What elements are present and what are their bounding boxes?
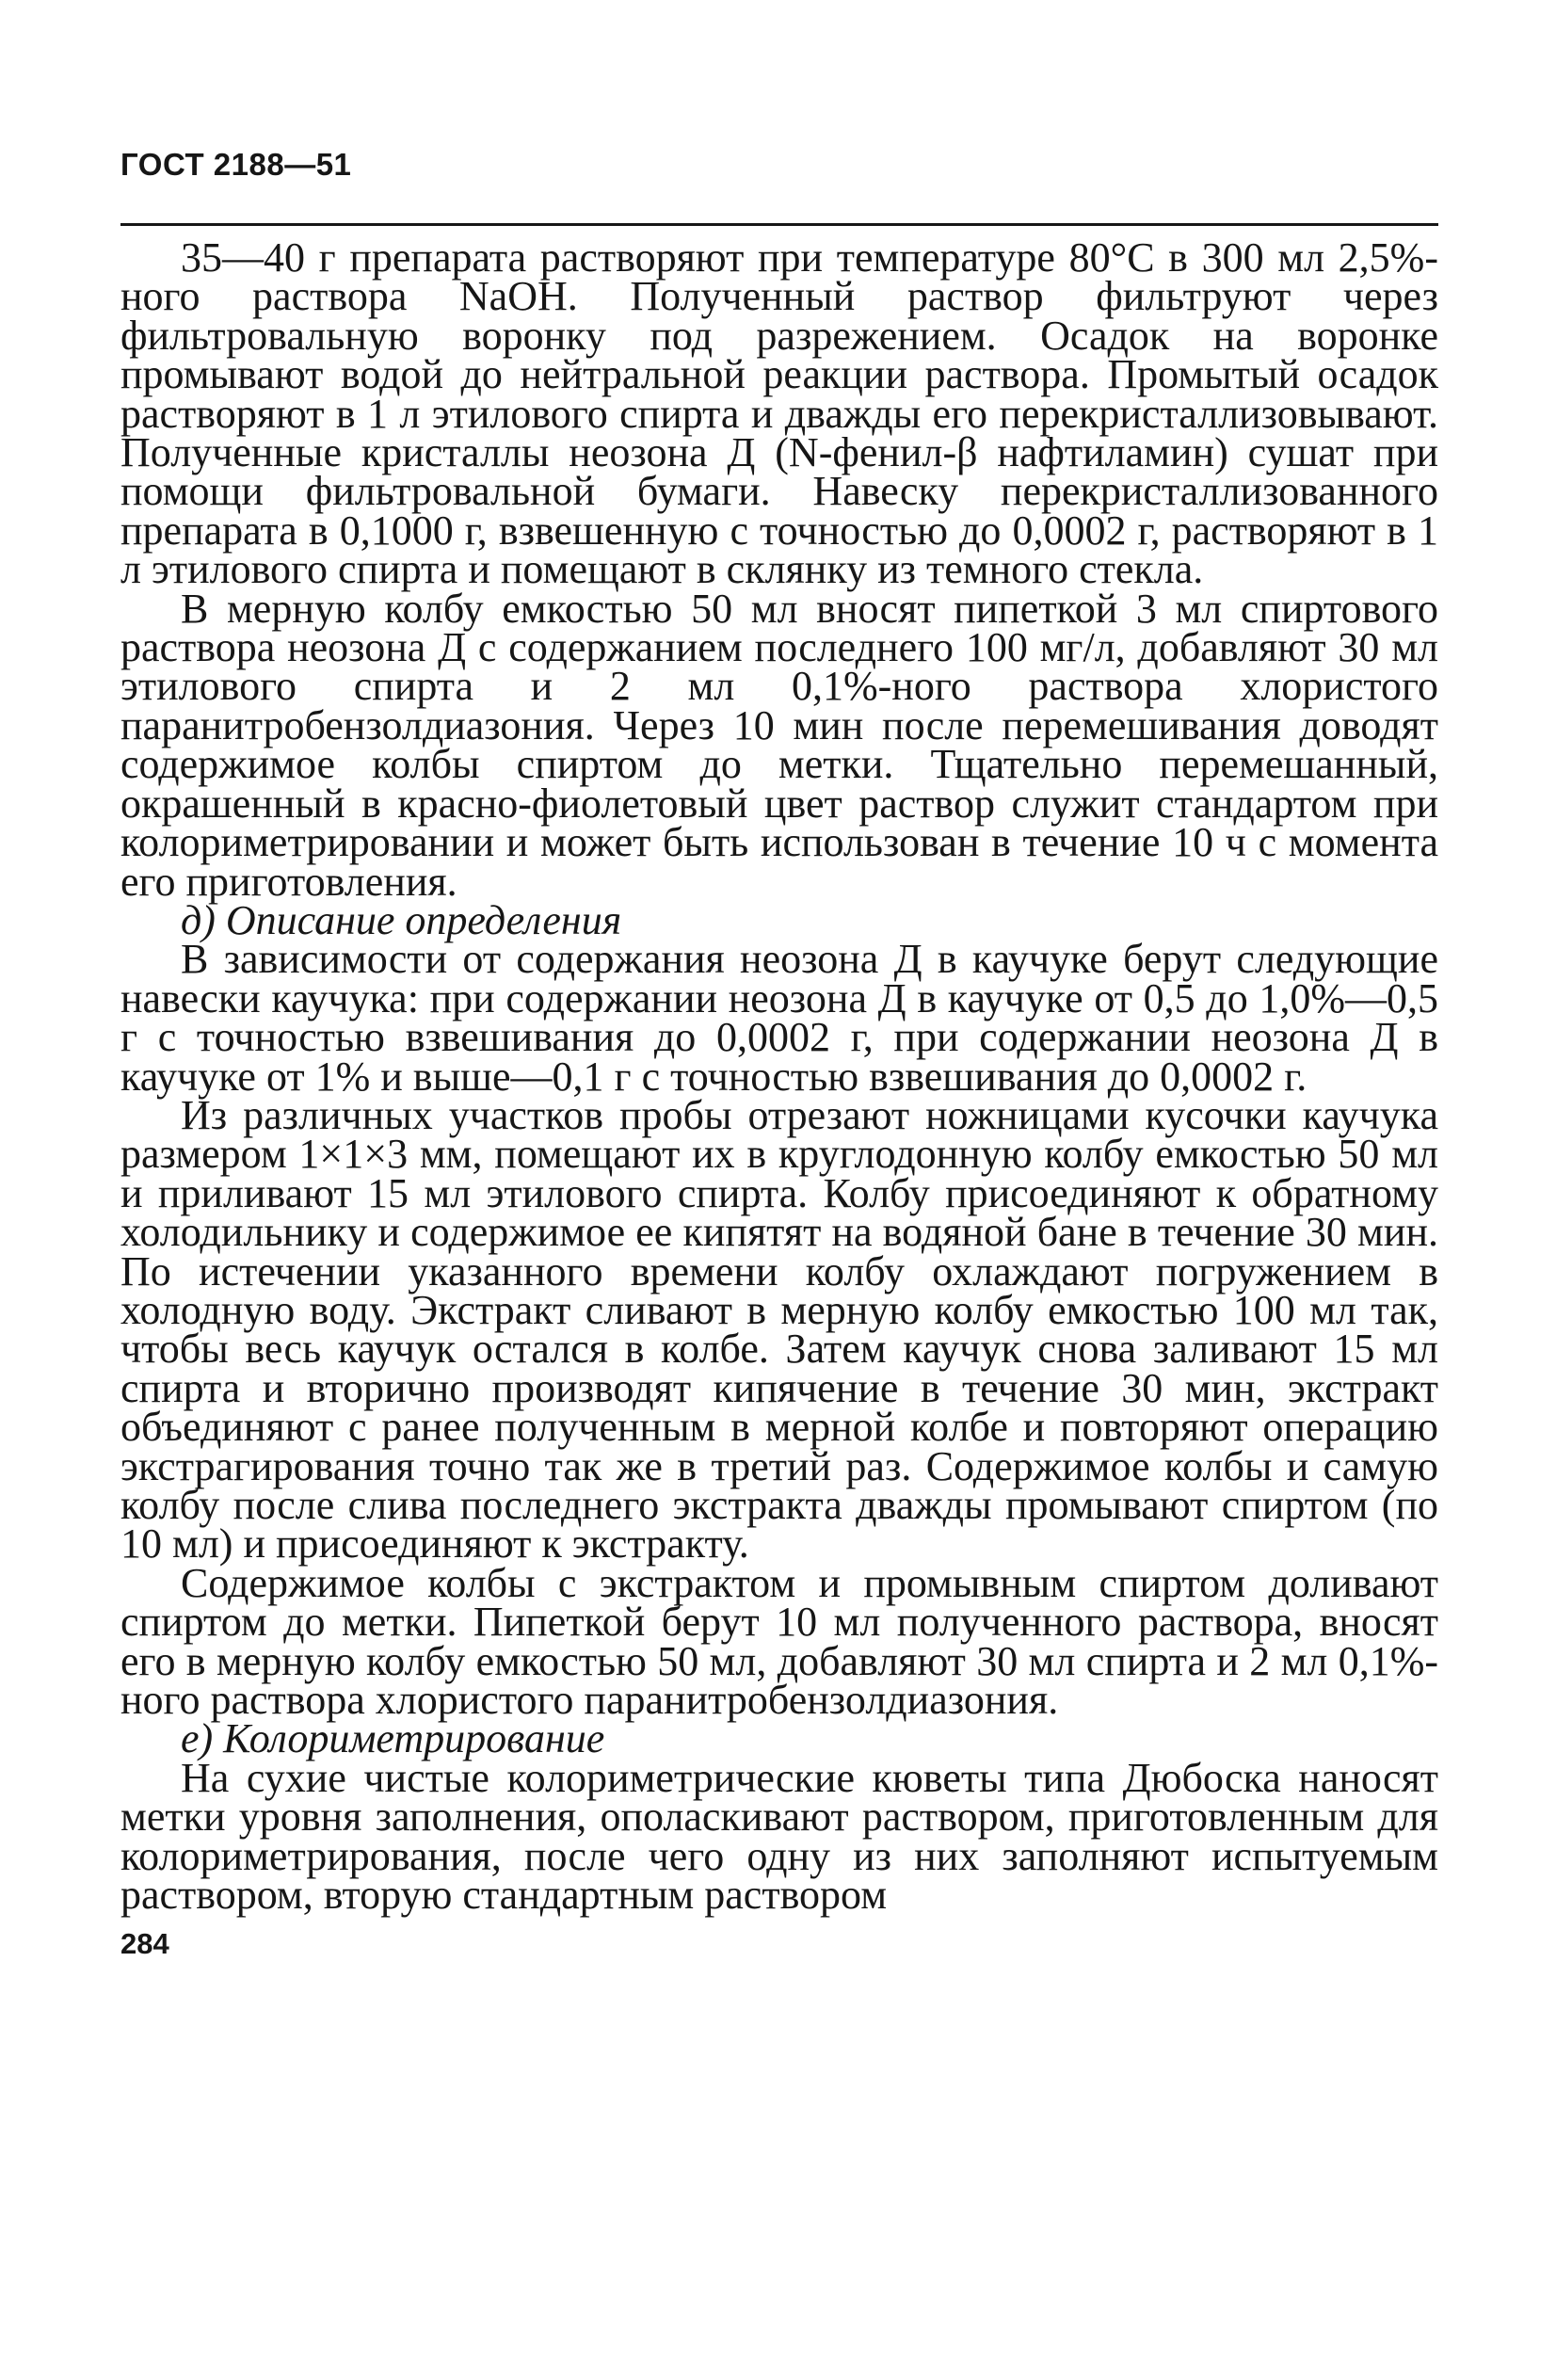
paragraph-standard-solution: В мерную колбу емкостью 50 мл вносят пипеткой 3 мл спиртового раствора неозона Д с содержанием последнего 100 мг/л, добавляют 30 мл этилового спирта и 2 мл 0,1%-ного раствора хлористого паранитробензолдиазония. Через 10 мин после перемешивания доводят содержимое колбы спиртом до метки. Тщательно перемешанный, окрашенный в красно-фиолетовый цвет раствор служит стандартом при колориметрировании и может быть использован в течение 10 ч с момента его приготовления.	[120, 585, 1438, 905]
standard-title: ГОСТ 2188—51	[120, 147, 352, 182]
page-number: 284	[120, 1927, 169, 1961]
section-heading-description-text: д) Описание определения	[181, 896, 622, 943]
paragraph-sample-weights: В зависимости от содержания неозона Д в каучуке берут следующие навески каучука: при содержании неозона Д в каучуке от 0,5 до 1,0%—0,5 г с точностью взвешивания до 0,0002 г, при содержании неозона Д в каучуке от 1% и выше—0,1 г с точностью взвешивания до 0,0002 г.	[120, 936, 1438, 1100]
paragraph-preparation: 35—40 г препарата растворяют при температуре 80°С в 300 мл 2,5%-ного раствора NaOH. Полученный раствор фильтруют через фильтровальную воронку под разрежением. Осадок на воронке промывают водой до нейтральной реакции раствора. Промытый осадок растворяют в 1 л этилового спирта и дважды его перекристаллизовывают. Полученные кристаллы неозона Д (N-фенил-β нафтиламин) сушат при помощи фильтровальной бумаги. Навеску перекристаллизованного препарата в 0,1000 г, взвешенную с точностью до 0,0002 г, растворяют в 1 л этилового спирта и помещают в склянку из темного стекла.	[120, 234, 1438, 593]
document-body	[120, 226, 1438, 1919]
section-heading-colorimetry	[120, 1715, 1438, 1762]
header-rule	[120, 223, 1438, 226]
paragraph-dilution: Содержимое колбы с экстрактом и промывным спиртом доливают спиртом до метки. Пипеткой берут 10 мл полученного раствора, вносят его в мерную колбу емкостью 50 мл, добавляют 30 мл спирта и 2 мл 0,1%-ного раствора хлористого паранитробензолдиазония.	[120, 1559, 1438, 1724]
section-heading-description	[120, 896, 1438, 943]
section-heading-colorimetry-text: е) Колориметрирование	[181, 1715, 605, 1762]
paragraph-extraction: Из различных участков пробы отрезают ножницами кусочки каучука размером 1×1×3 мм, помещают их в круглодонную колбу емкостью 50 мл и приливают 15 мл этилового спирта. Колбу присоединяют к обратному холодильнику и содержимое ее кипятят на водяной бане в течение 30 мин. По истечении указанного времени колбу охлаждают погружением в холодную воду. Экстракт сливают в мерную колбу емкостью 100 мл так, чтобы весь каучук остался в колбе. Затем каучук снова заливают 15 мл спирта и вторично производят кипячение в течение 30 мин, экстракт объединяют с ранее полученным в мерной колбе и повторяют операцию экстрагирования точно так же в третий раз. Содержимое колбы и самую колбу после слива последнего экстракта дважды промывают спиртом (по 10 мл) и присоединяют к экстракту.	[120, 1091, 1438, 1568]
paragraph-colorimetry: На сухие чистые колориметрические кюветы типа Дюбоска наносят метки уровня заполнения, ополаскивают раствором, приготовленным для колориметрирования, после чего одну из них заполняют испытуемым раствором, вторую стандартным раствором	[120, 1754, 1438, 1919]
page-header	[120, 141, 1438, 217]
document-page	[120, 141, 1438, 1965]
